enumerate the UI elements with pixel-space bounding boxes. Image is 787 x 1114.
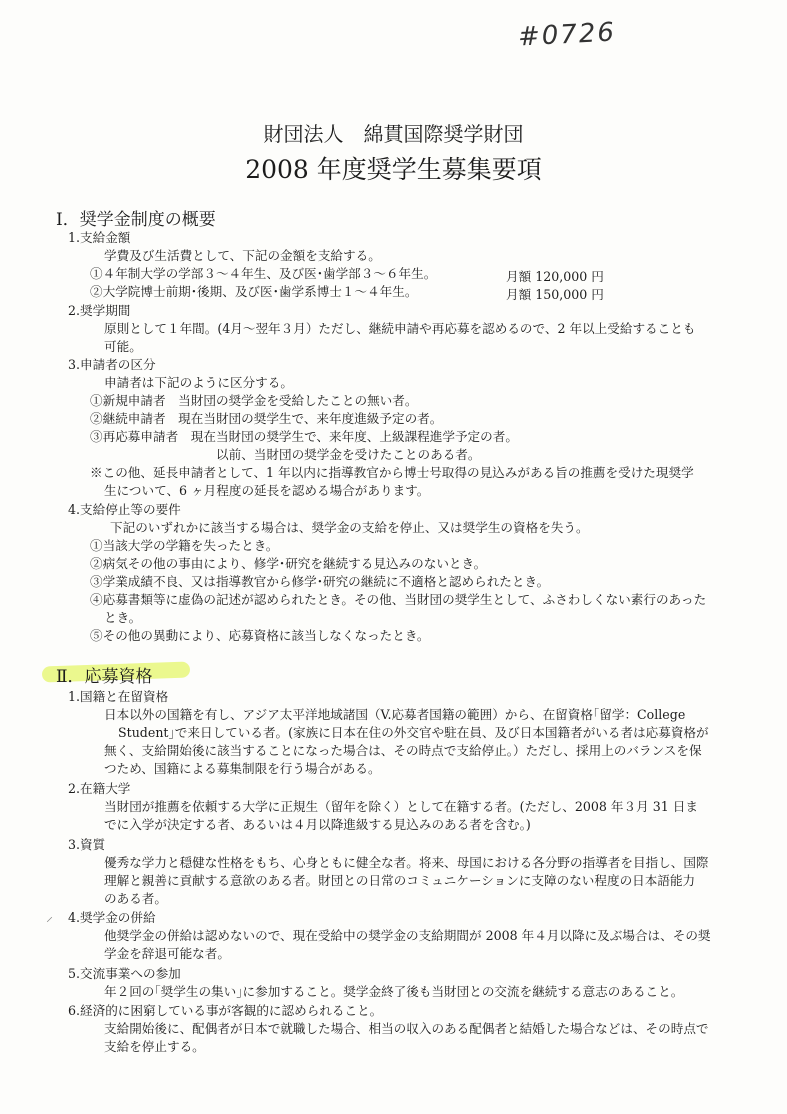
- handwritten-document-number: #0726: [517, 17, 617, 53]
- body-line: ⑤その他の異動により、応募資格に該当しなくなったとき。: [90, 628, 430, 643]
- body-line: 理解と親善に貢献する意欲のある者。財団との日常のコミュニケーションに支障のない程度の日本語能力: [104, 873, 696, 888]
- body-line: 学金を辞退可能な者。: [104, 946, 230, 961]
- section2-heading: Ⅱ．応募資格: [56, 667, 153, 687]
- body-line: ④応募書類等に虚偽の記述が認められたとき。その他、当財団の奨学生として、ふさわしくない素行のあった: [90, 592, 707, 607]
- item-heading: 3.資質: [68, 837, 106, 852]
- body-line: ③再応募申請者 現在当財団の奨学生で、来年度、上級課程進学予定の者。: [90, 429, 518, 444]
- item-heading: 2.在籍大学: [68, 781, 131, 796]
- body-line: 学費及び生活費として、下記の金額を支給する。: [104, 248, 381, 263]
- body-line: のある者。: [104, 891, 167, 906]
- body-line: 原則として１年間。(4月～翌年３月）ただし、継続申請や再応募を認めるので、2 年以上受給することも: [104, 321, 696, 336]
- section1-heading: Ⅰ．奨学金制度の概要: [56, 210, 216, 230]
- body-line: でに入学が決定する者、あるいは４月以降進級する見込みのある者を含む。): [104, 817, 531, 832]
- body-line: とき。: [104, 610, 142, 625]
- item-heading: 5.交流事業への参加: [68, 966, 181, 981]
- item-heading: 3.申請者の区分: [68, 357, 156, 372]
- body-line: ②病気その他の事由により、修学･研究を継続する見込みのないとき。: [90, 556, 487, 571]
- body-line: つため、国籍による募集制限を行う場合がある。: [104, 761, 381, 776]
- amount-value: 月額 120,000 円: [506, 269, 604, 284]
- body-line: Student｣で来日している者。(家族に日本在住の外交官や駐在員、及び日本国籍者がいる者は応募資格が: [118, 725, 709, 740]
- body-line: ②大学院博士前期･後期、及び医･歯学系博士１～４年生。: [90, 284, 418, 299]
- body-line: 当財団が推薦を依頼する大学に正規生（留年を除く）として在籍する者。(ただし、2008 年３月 31 日ま: [104, 799, 698, 814]
- document-title: 2008 年度奨学生募集要項: [245, 155, 542, 184]
- body-line: 可能。: [104, 339, 142, 354]
- body-line: 優秀な学力と穏健な性格をもち、心身ともに健全な者。将来、母国における各分野の指導者を目指し、国際: [104, 855, 709, 870]
- item-heading: 6.経済的に困窮している事が客観的に認められること。: [68, 1003, 383, 1018]
- item-heading: 1.支給金額: [68, 230, 131, 245]
- body-line: 日本以外の国籍を有し、アジア太平洋地域諸国（V.応募者国籍の範囲）から、在留資格｢留学：College: [104, 707, 686, 722]
- body-line: 支給を停止する。: [104, 1039, 205, 1054]
- body-line: 年２回の｢奨学生の集い｣に参加すること。奨学金終了後も当財団との交流を継続する意志のあること。: [104, 984, 684, 999]
- body-line: 支給開始後に、配偶者が日本で就職した場合、相当の収入のある配偶者と結婚した場合などは、その時点で: [104, 1021, 709, 1036]
- body-line: ②継続申請者 現在当財団の奨学生で、来年度進級予定の者。: [90, 411, 443, 426]
- organization-name: 財団法人 綿貫国際奨学財団: [263, 122, 524, 146]
- amount-value: 月額 150,000 円: [506, 287, 604, 302]
- body-line: ③学業成績不良、又は指導教官から修学･研究の継続に不適格と認められたとき。: [90, 574, 550, 589]
- body-line: 無く、支給開始後に該当することになった場合は、その時点で支給停止。）ただし、採用上のバランスを保: [104, 743, 702, 758]
- body-line: 以前、当財団の奨学金を受けたことのある者。: [216, 447, 481, 462]
- body-line: ①４年制大学の学部３～４年生、及び医･歯学部３～６年生。: [90, 266, 437, 281]
- body-line: ①新規申請者 当財団の奨学金を受給したことの無い者。: [90, 393, 418, 408]
- body-line: 生について、6 ヶ月程度の延長を認める場合があります。: [104, 483, 430, 498]
- item-heading: 2.奨学期間: [68, 303, 131, 318]
- body-line: 下記のいずれかに該当する場合は、奨学金の支給を停止、又は奨学生の資格を失う。: [110, 520, 589, 535]
- body-line: ※この他、延長申請者として、1 年以内に指導教官から博士号取得の見込みがある旨の推薦を受けた現奨学: [90, 465, 694, 480]
- item-heading: 4.奨学金の併給: [68, 910, 156, 925]
- item-heading: 4.支給停止等の要件: [68, 502, 181, 517]
- item-heading: 1.国籍と在留資格: [68, 689, 169, 704]
- body-line: 申請者は下記のように区分する。: [104, 375, 293, 390]
- body-line: 他奨学金の併給は認めないので、現在受給中の奨学金の支給期間が 2008 年４月以降に及ぶ場合は、その奨: [104, 928, 711, 943]
- pen-mark: ⸝: [46, 909, 53, 925]
- body-line: ①当該大学の学籍を失ったとき。: [90, 538, 279, 553]
